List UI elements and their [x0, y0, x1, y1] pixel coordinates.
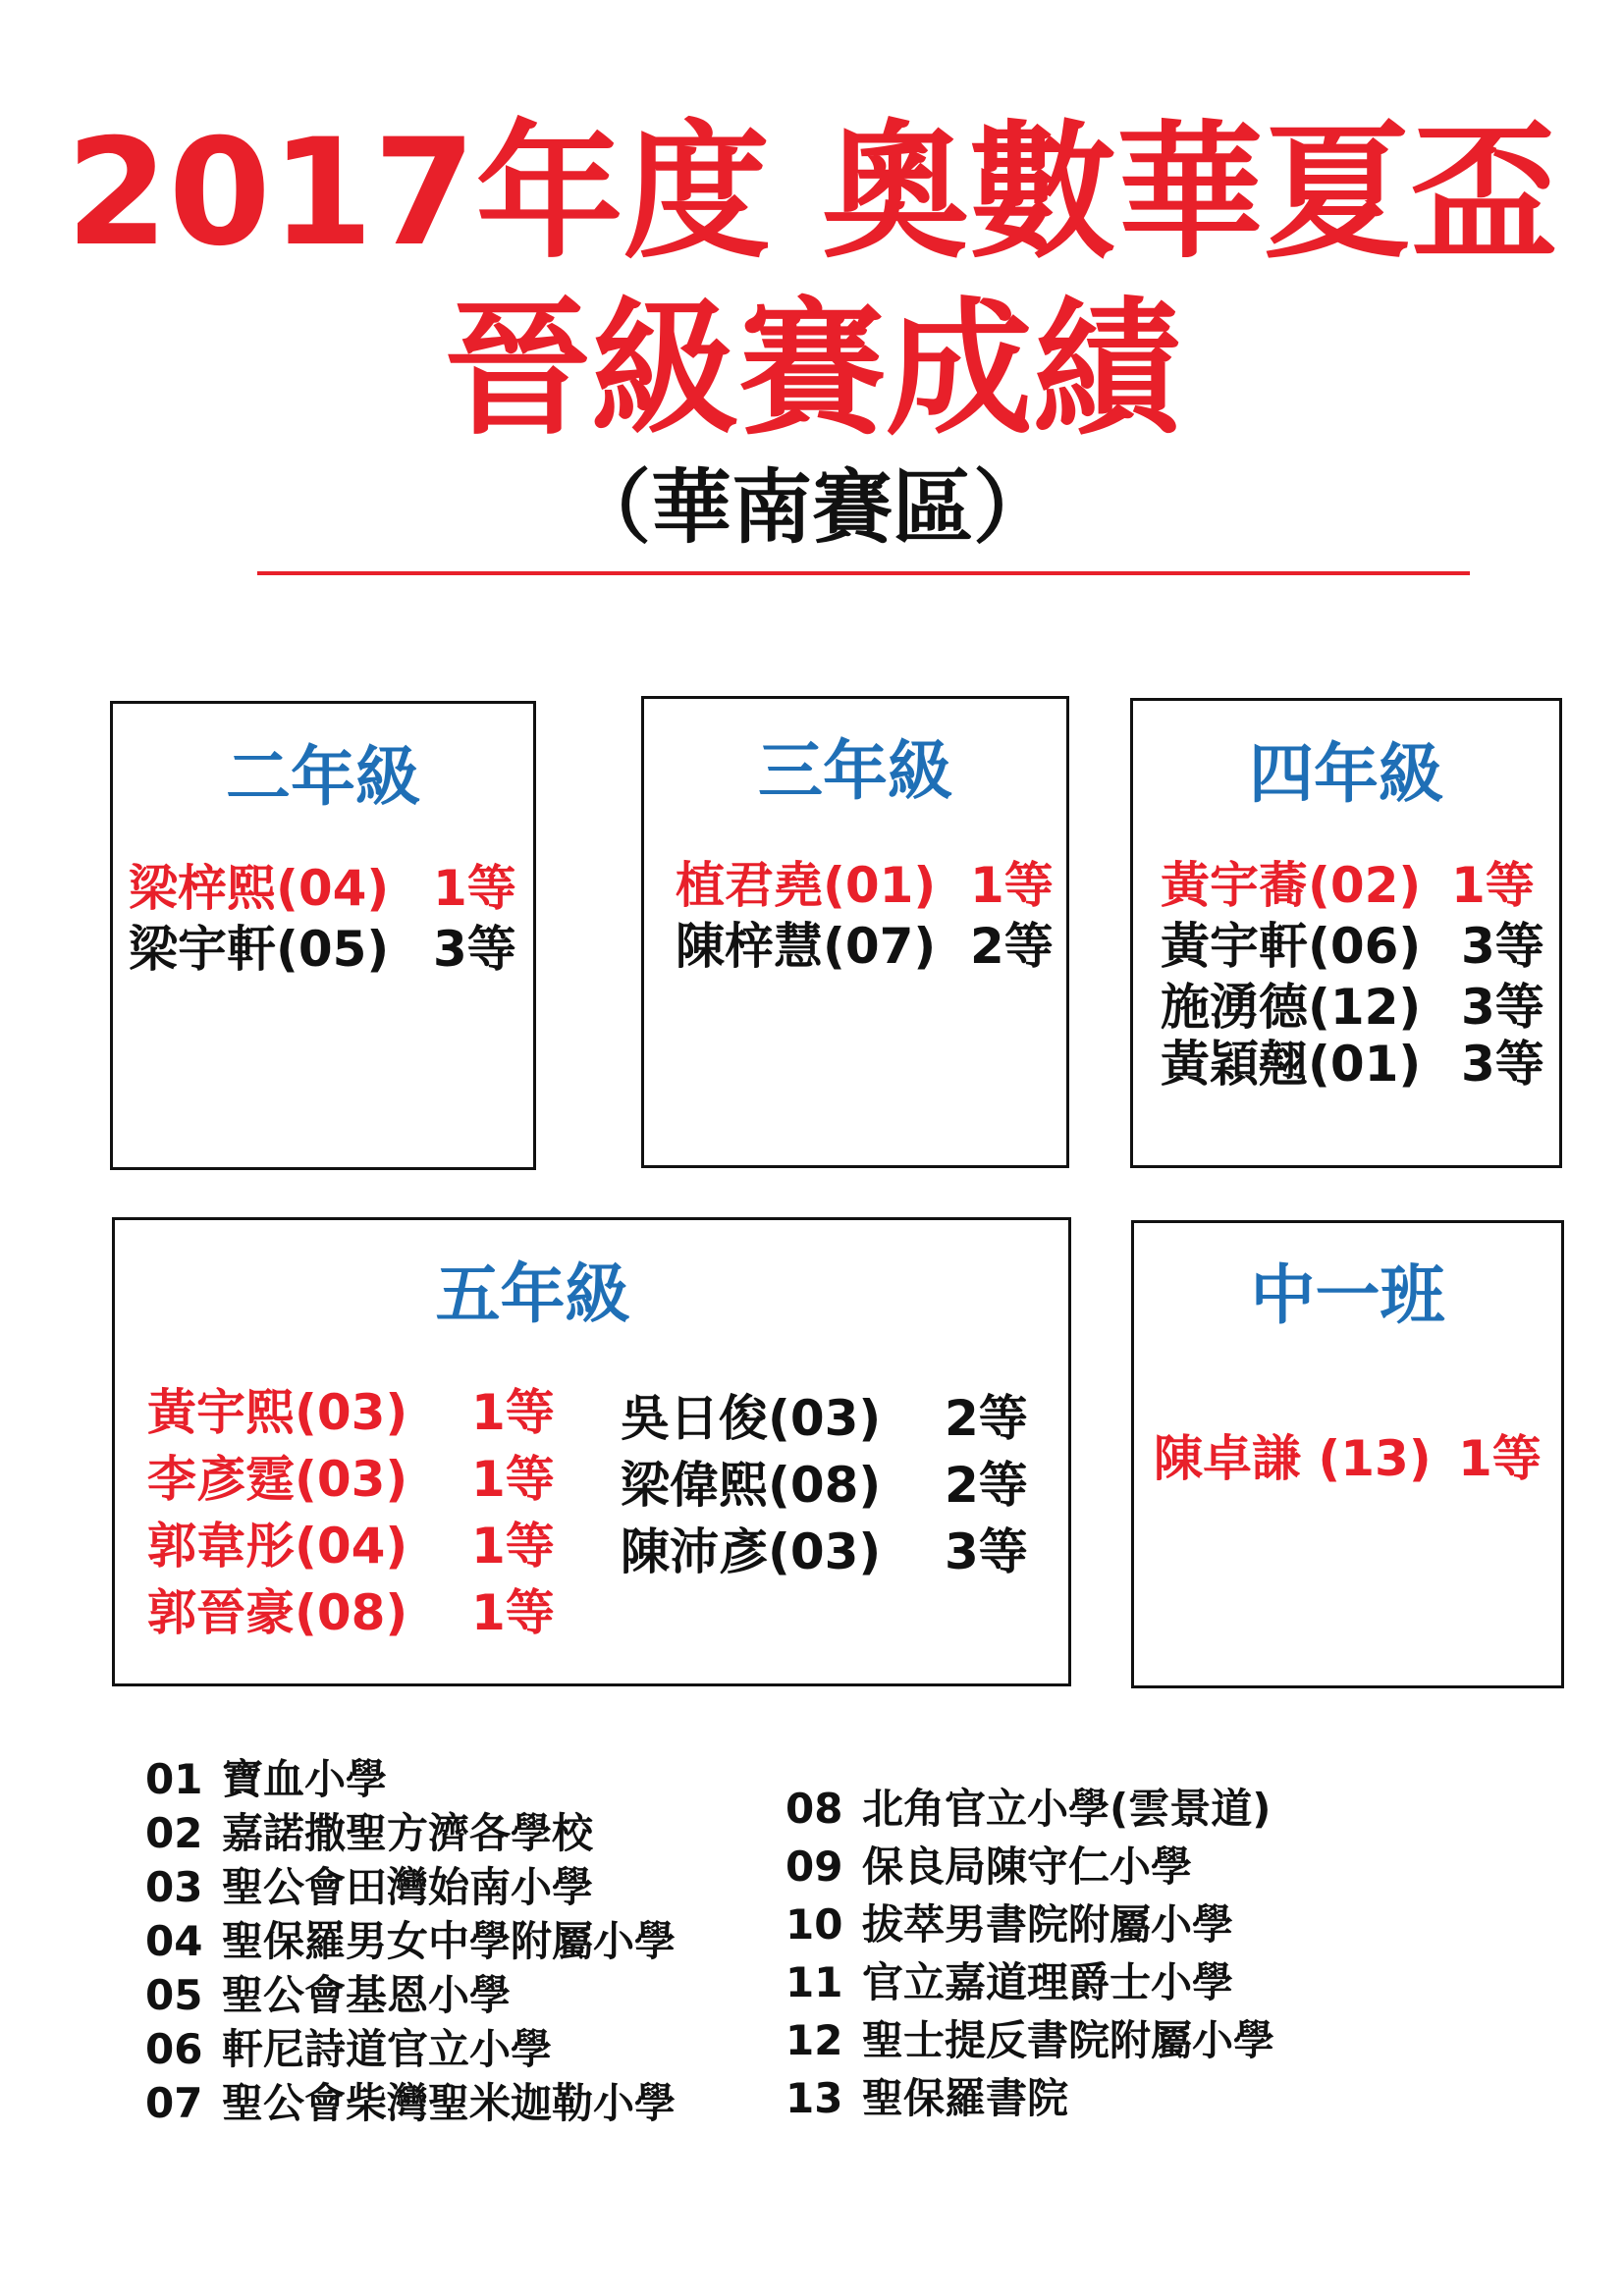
grade5-box: [112, 1217, 1071, 1686]
grade3-title: 三年級: [758, 733, 952, 809]
grade4-box: [1130, 698, 1562, 1168]
student-name: 吳日俊(03): [621, 1390, 882, 1447]
school-item: [145, 2024, 552, 2075]
title-line-2: 晉級賽成績: [443, 285, 1180, 455]
grade4-entry: [1161, 856, 1535, 915]
school-code: 03: [145, 1863, 203, 1911]
school-code: 05: [145, 1971, 203, 2019]
school-item: [145, 2078, 676, 2129]
grade5-entry: [621, 1456, 1028, 1515]
grade5-entry: [147, 1450, 555, 1509]
school-item: [785, 1784, 1271, 1835]
school-item: [145, 1916, 676, 1967]
award: 3等: [1461, 979, 1544, 1036]
grade4-entry: [1161, 917, 1544, 976]
grade5-entry: [147, 1583, 555, 1642]
award: 1等: [471, 1518, 555, 1575]
student-name: 黃宇軒(06): [1161, 918, 1422, 975]
grade2-box: [110, 701, 536, 1170]
grade2-entry: [129, 859, 516, 918]
school-code: 13: [785, 2074, 843, 2122]
award: 2等: [970, 918, 1054, 975]
award: 3等: [945, 1523, 1028, 1580]
award: 3等: [1461, 918, 1544, 975]
grade3-entry: [676, 856, 1054, 915]
school-code: 02: [145, 1809, 203, 1857]
award: 1等: [471, 1384, 555, 1441]
school-item: [785, 1957, 1233, 2008]
award: 1等: [970, 857, 1054, 914]
award: 1等: [1458, 1430, 1542, 1487]
school-name: 軒尼詩道官立小學: [222, 2025, 553, 2073]
title-divider: [257, 571, 1470, 575]
school-item: [145, 1970, 511, 2021]
school-code: 10: [785, 1900, 843, 1949]
school-name: 聖士提反書院附屬小學: [862, 2016, 1275, 2064]
student-name: 陳梓慧(07): [676, 918, 937, 975]
subtitle-region: （華南賽區）: [569, 461, 1054, 555]
student-name: 郭晉豪(08): [147, 1584, 408, 1641]
school-item: [785, 2073, 1068, 2124]
school-code: 04: [145, 1917, 203, 1965]
award: 1等: [433, 860, 516, 917]
grade2-entry: [129, 920, 516, 979]
form1-entry: [1154, 1429, 1542, 1488]
student-name: 梁梓熙(04): [129, 860, 390, 917]
title-line-1: 2017年度 奧數華夏盃: [66, 108, 1558, 279]
student-name: 陳卓謙 (13): [1154, 1430, 1432, 1487]
award: 1等: [471, 1584, 555, 1641]
award: 1等: [1451, 857, 1535, 914]
school-name: 北角官立小學(雲景道): [862, 1785, 1272, 1833]
school-item: [145, 1862, 593, 1913]
school-code: 12: [785, 2016, 843, 2064]
student-name: 施湧德(12): [1161, 979, 1422, 1036]
student-name: 梁宇軒(05): [129, 921, 390, 978]
award: 3等: [433, 921, 516, 978]
school-code: 07: [145, 2079, 203, 2127]
grade5-title: 五年級: [435, 1256, 630, 1332]
grade5-entry: [621, 1389, 1028, 1448]
school-name: 聖公會田灣始南小學: [222, 1863, 594, 1911]
school-item: [145, 1754, 387, 1805]
form1-box: [1131, 1220, 1564, 1688]
grade4-title: 四年級: [1249, 736, 1443, 812]
school-name: 嘉諾撒聖方濟各學校: [222, 1809, 594, 1857]
grade5-entry: [621, 1522, 1028, 1581]
school-name: 拔萃男書院附屬小學: [862, 1900, 1234, 1949]
school-name: 聖公會基恩小學: [222, 1971, 512, 2019]
grade5-entry: [147, 1517, 555, 1575]
school-item: [785, 2015, 1274, 2066]
grade3-entry: [676, 917, 1054, 976]
student-name: 陳沛彥(03): [621, 1523, 882, 1580]
school-code: 08: [785, 1785, 843, 1833]
grade3-box: [641, 696, 1069, 1168]
student-name: 植君堯(01): [676, 857, 937, 914]
school-item: [785, 1842, 1192, 1893]
school-name: 聖公會柴灣聖米迦勒小學: [222, 2079, 677, 2127]
form1-title: 中一班: [1250, 1257, 1445, 1333]
school-item: [145, 1808, 593, 1859]
grade4-entry: [1161, 1035, 1544, 1094]
grade2-title: 二年級: [226, 739, 420, 815]
school-code: 11: [785, 1958, 843, 2006]
student-name: 梁偉熙(08): [621, 1457, 882, 1514]
school-code: 09: [785, 1842, 843, 1891]
award: 2等: [945, 1390, 1028, 1447]
school-code: 01: [145, 1755, 203, 1803]
school-name: 保良局陳守仁小學: [862, 1842, 1193, 1891]
school-name: 官立嘉道理爵士小學: [862, 1958, 1234, 2006]
student-name: 郭韋彤(04): [147, 1518, 408, 1575]
school-name: 聖保羅書院: [862, 2074, 1069, 2122]
grade5-entry: [147, 1383, 555, 1442]
school-name: 寶血小學: [222, 1755, 388, 1803]
student-name: 李彥霆(03): [147, 1451, 408, 1508]
student-name: 黃宇蕎(02): [1161, 857, 1422, 914]
school-code: 06: [145, 2025, 203, 2073]
student-name: 黃宇熙(03): [147, 1384, 408, 1441]
award: 1等: [471, 1451, 555, 1508]
school-item: [785, 1899, 1233, 1950]
award: 3等: [1461, 1036, 1544, 1093]
grade4-entry: [1161, 978, 1544, 1037]
school-name: 聖保羅男女中學附屬小學: [222, 1917, 677, 1965]
award: 2等: [945, 1457, 1028, 1514]
student-name: 黃穎翹(01): [1161, 1036, 1422, 1093]
